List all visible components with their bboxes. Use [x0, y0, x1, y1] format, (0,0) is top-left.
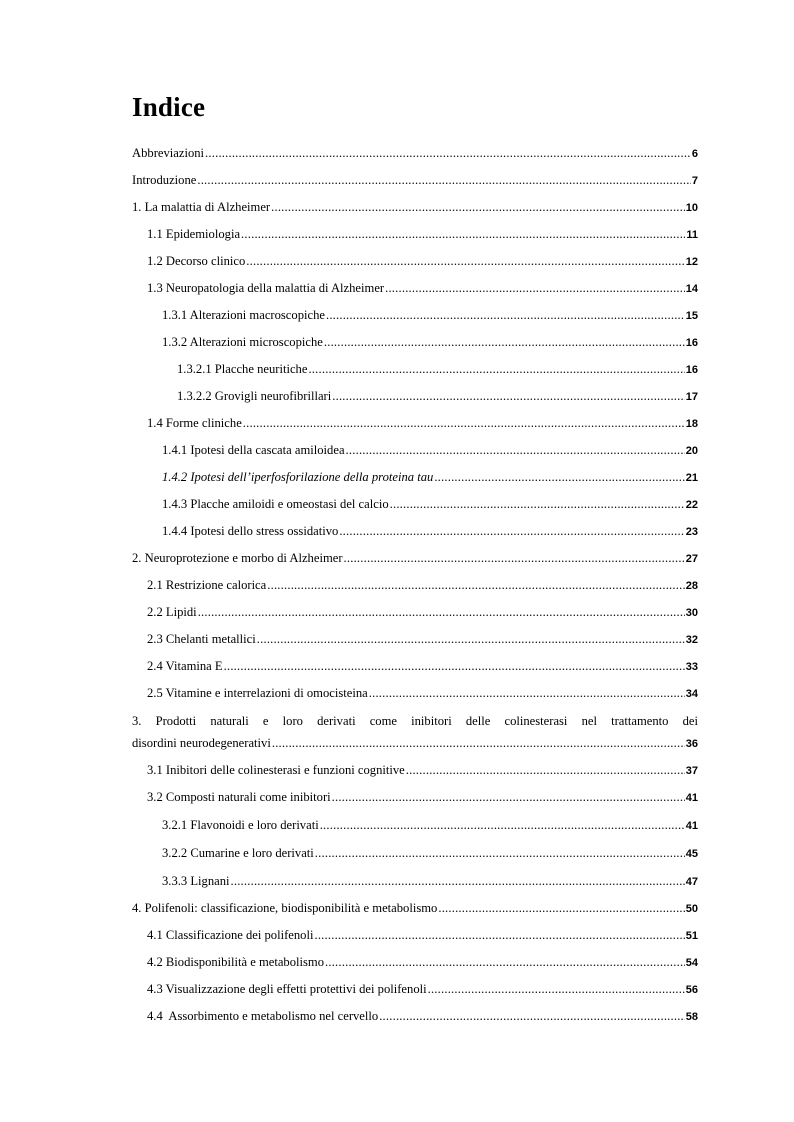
toc-page-number: 20 [685, 445, 698, 457]
toc-entry[interactable] [147, 762, 698, 778]
toc-entry-text: 4.3 Visualizzazione degli effetti protettivi dei polifenoli [147, 982, 427, 996]
toc-page-number: 58 [685, 1011, 698, 1023]
toc-page-number: 16 [685, 337, 698, 349]
toc-entry-text: 2. Neuroprotezione e morbo di Alzheimer [132, 551, 343, 565]
toc-entry[interactable] [132, 550, 698, 566]
toc-leader-dots [324, 334, 685, 350]
toc-page-number: 10 [685, 202, 698, 214]
toc-leader-dots [390, 496, 685, 512]
toc-entry[interactable] [147, 927, 698, 943]
toc-page-number: 51 [685, 930, 698, 942]
toc-entry[interactable] [162, 523, 698, 539]
toc-entry[interactable] [147, 226, 698, 242]
toc-page-number: 17 [685, 391, 698, 403]
toc-page-number: 28 [685, 580, 698, 592]
toc-page-number: 14 [685, 283, 698, 295]
toc-entry-text: 4.2 Biodisponibilità e metabolismo [147, 955, 325, 969]
toc-page-number: 15 [685, 310, 698, 322]
toc-page-number: 16 [685, 364, 698, 376]
toc-leader-dots [344, 550, 685, 566]
toc-page-number: 36 [685, 738, 698, 750]
toc-entry[interactable] [162, 845, 698, 861]
toc-page-number: 54 [685, 957, 698, 969]
toc-leader-dots [434, 469, 684, 485]
toc-leader-dots [308, 361, 684, 377]
toc-entry[interactable] [147, 685, 698, 701]
toc-leader-dots [246, 253, 684, 269]
toc-page-number: 34 [685, 688, 698, 700]
toc-entry[interactable] [162, 469, 698, 485]
toc-leader-dots [205, 145, 691, 161]
toc-leader-dots [271, 199, 685, 215]
toc-entry[interactable] [147, 280, 698, 296]
toc-entry-text: 1.4.3 Placche amiloidi e omeostasi del calcio [162, 497, 389, 511]
toc-entry[interactable] [177, 361, 698, 377]
toc-entry-text: Abbreviazioni [132, 146, 205, 160]
toc-entry-text: 2.4 Vitamina E [147, 659, 223, 673]
toc-page-number: 27 [685, 553, 698, 565]
toc-entry-text: 1.2 Decorso clinico [147, 254, 246, 268]
toc-entry[interactable] [147, 1008, 698, 1024]
toc-leader-dots [224, 658, 685, 674]
toc-page-number: 7 [691, 175, 698, 187]
toc-entry-text: 1.4.2 Ipotesi dell’iperfosforilazione della proteina tau [162, 470, 434, 484]
toc-leader-dots [320, 817, 685, 833]
toc-entry[interactable] [132, 172, 698, 188]
toc-leader-dots [406, 762, 685, 778]
toc-entry-text: 1.4 Forme cliniche [147, 416, 242, 430]
toc-entry-text: 1.4.4 Ipotesi dello stress ossidativo [162, 524, 339, 538]
toc-leader-dots [325, 954, 685, 970]
toc-leader-dots [272, 735, 685, 751]
toc-entry-text: 1.1 Epidemiologia [147, 227, 241, 241]
toc-page-number: 12 [685, 256, 698, 268]
toc-entry[interactable] [147, 577, 698, 593]
toc-leader-dots [267, 577, 685, 593]
toc-entry[interactable] [162, 442, 698, 458]
toc-entry-text: 1.3.1 Alterazioni macroscopiche [162, 308, 325, 322]
toc-entry[interactable] [147, 415, 698, 431]
toc-entry-line-1[interactable]: 3. Prodotti naturali e loro derivati come inibitori delle colinesterasi nel trattamento dei [132, 714, 698, 728]
toc-leader-dots [231, 873, 685, 889]
toc-page-number: 22 [685, 499, 698, 511]
toc-leader-dots [438, 900, 684, 916]
toc-entry[interactable] [147, 631, 698, 647]
toc-leader-dots [379, 1008, 685, 1024]
toc-entry[interactable] [162, 496, 698, 512]
toc-page-number: 6 [691, 148, 698, 160]
toc-page-number: 23 [685, 526, 698, 538]
toc-entry-text: 3.2.1 Flavonoidi e loro derivati [162, 818, 319, 832]
toc-page-number: 30 [685, 607, 698, 619]
toc-page-number: 37 [685, 765, 698, 777]
toc-page-number: 21 [685, 472, 698, 484]
toc-entry[interactable] [147, 981, 698, 997]
toc-entry[interactable] [162, 817, 698, 833]
toc-entry[interactable] [132, 735, 698, 751]
toc-entry-text: 3.2.2 Cumarine e loro derivati [162, 846, 314, 860]
toc-page-number: 18 [685, 418, 698, 430]
toc-entry[interactable] [162, 873, 698, 889]
toc-entry[interactable] [162, 334, 698, 350]
toc-leader-dots [332, 388, 685, 404]
toc-entry-text: 1.3.2.1 Placche neuritiche [177, 362, 308, 376]
toc-leader-dots [428, 981, 685, 997]
toc-entry-text: 3.3.3 Lignani [162, 874, 230, 888]
toc-leader-dots [332, 789, 685, 805]
toc-entry-text: 2.3 Chelanti metallici [147, 632, 256, 646]
toc-entry-text: Introduzione [132, 173, 197, 187]
toc-page-number: 41 [685, 820, 698, 832]
toc-page-number: 11 [686, 229, 698, 241]
toc-entry[interactable] [132, 900, 698, 916]
toc-entry-text: 2.1 Restrizione calorica [147, 578, 267, 592]
toc-entry-text: 1. La malattia di Alzheimer [132, 200, 271, 214]
toc-leader-dots [257, 631, 685, 647]
toc-entry-text: 2.2 Lipidi [147, 605, 197, 619]
toc-page-number: 33 [685, 661, 698, 673]
toc-leader-dots [314, 927, 684, 943]
toc-entry-text: 1.3.2 Alterazioni microscopiche [162, 335, 323, 349]
toc-leader-dots [315, 845, 685, 861]
toc-entry[interactable] [147, 789, 698, 805]
toc-page-number: 41 [685, 792, 698, 804]
toc-entry[interactable] [177, 388, 698, 404]
toc-entry-text: 1.4.1 Ipotesi della cascata amiloidea [162, 443, 345, 457]
toc-entry-text: 1.3 Neuropatologia della malattia di Alzheimer [147, 281, 385, 295]
toc-entry[interactable] [162, 307, 698, 323]
toc-leader-dots [369, 685, 685, 701]
toc-page-number: 47 [685, 876, 698, 888]
toc-entry[interactable] [147, 253, 698, 269]
toc-entry-text: 3.1 Inibitori delle colinesterasi e funzioni cognitive [147, 763, 405, 777]
toc-entry-text: 1.3.2.2 Grovigli neurofibrillari [177, 389, 332, 403]
toc-leader-dots [197, 172, 691, 188]
toc-entry-text: 4.1 Classificazione dei polifenoli [147, 928, 314, 942]
toc-leader-dots [241, 226, 685, 242]
toc-entry[interactable] [132, 145, 698, 161]
toc-entry[interactable] [147, 954, 698, 970]
toc-leader-dots [326, 307, 685, 323]
page-title: Indice [132, 92, 206, 122]
toc-leader-dots [346, 442, 685, 458]
toc-leader-dots [339, 523, 684, 539]
toc-entry-text: 4.4 Assorbimento e metabolismo nel cervello [147, 1009, 379, 1023]
toc-entry-text: 4. Polifenoli: classificazione, biodisponibilità e metabolismo [132, 901, 438, 915]
toc-entry[interactable] [147, 604, 698, 620]
toc-page-number: 50 [685, 903, 698, 915]
toc-leader-dots [385, 280, 685, 296]
toc-page-number: 32 [685, 634, 698, 646]
toc-entry-text: disordini neurodegenerativi [132, 736, 271, 750]
toc-entry[interactable] [147, 658, 698, 674]
toc-leader-dots [243, 415, 685, 431]
toc-entry[interactable] [132, 199, 698, 215]
toc-page-number: 56 [685, 984, 698, 996]
toc-leader-dots [198, 604, 685, 620]
toc-entry-text: 3.2 Composti naturali come inibitori [147, 790, 331, 804]
toc-page-number: 45 [685, 848, 698, 860]
toc-entry-text: 2.5 Vitamine e interrelazioni di omocisteina [147, 686, 368, 700]
